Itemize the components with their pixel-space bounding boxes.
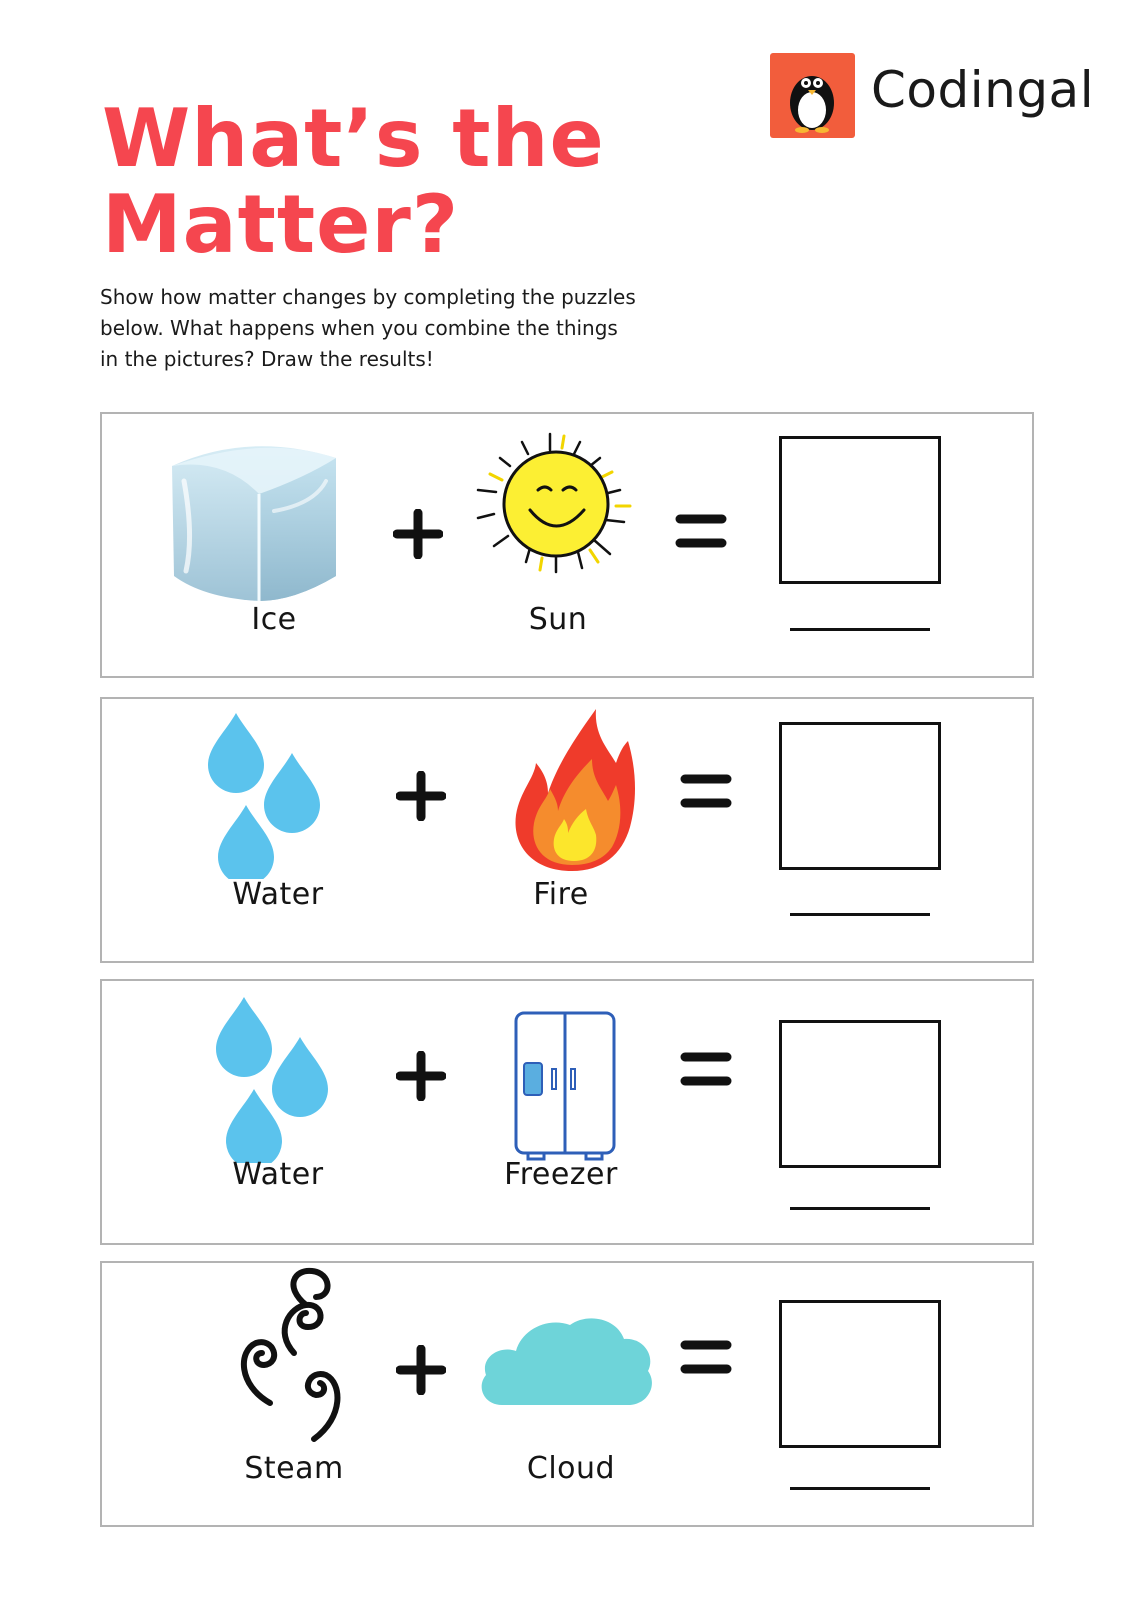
plus-icon [396, 771, 446, 825]
equals-icon [680, 1335, 732, 1383]
answer-drawing-box[interactable] [779, 1300, 941, 1448]
cloud-icon [478, 1313, 654, 1409]
brand-name: Codingal [871, 61, 1095, 119]
puzzle-card [100, 697, 1034, 963]
plus-icon [396, 1345, 446, 1399]
left-item-label: Water [232, 877, 324, 912]
right-item-label: Sun [528, 602, 588, 637]
answer-label-line[interactable] [790, 913, 930, 916]
left-item-label: Water [232, 1157, 324, 1192]
fire-icon [512, 705, 636, 873]
puzzle-card [100, 979, 1034, 1245]
puzzle-card [100, 1261, 1034, 1527]
right-item-label: Freezer [504, 1157, 618, 1192]
right-item-label: Cloud [526, 1451, 616, 1486]
penguin-icon [770, 53, 855, 138]
left-item-label: Ice [251, 602, 297, 637]
puzzle-card [100, 412, 1034, 678]
steam-icon [234, 1267, 346, 1443]
water-drops-icon [208, 709, 328, 879]
equals-icon [675, 509, 727, 557]
answer-label-line[interactable] [790, 628, 930, 631]
answer-drawing-box[interactable] [779, 722, 941, 870]
title-line-2: Matter? [102, 178, 460, 271]
answer-label-line[interactable] [790, 1487, 930, 1490]
right-item-label: Fire [533, 877, 589, 912]
freezer-icon [512, 1009, 618, 1161]
ice-cube-icon [164, 436, 344, 606]
sun-icon [470, 432, 650, 592]
title-line-1: What’s the [102, 92, 605, 185]
answer-label-line[interactable] [790, 1207, 930, 1210]
answer-drawing-box[interactable] [779, 1020, 941, 1168]
instructions-text: Show how matter changes by completing the puzzles below. What happens when you combine the things in the pictures? Draw the results! [100, 285, 636, 371]
equals-icon [680, 1047, 732, 1095]
equals-icon [680, 769, 732, 817]
page-title [102, 92, 605, 271]
left-item-label: Steam [244, 1451, 344, 1486]
water-drops-icon [216, 993, 336, 1163]
plus-icon [396, 1051, 446, 1105]
plus-icon [393, 509, 443, 563]
brand-logo [770, 53, 1100, 139]
answer-drawing-box[interactable] [779, 436, 941, 584]
